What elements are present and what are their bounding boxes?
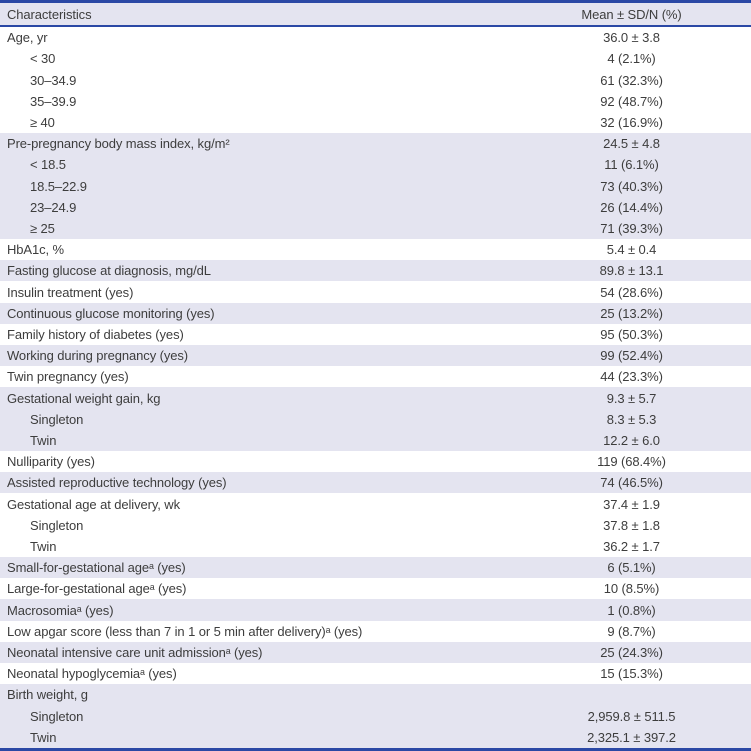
row-label: Gestational weight gain, kg	[7, 390, 161, 406]
row-value: 36.0 ± 3.8	[603, 30, 660, 46]
row-value: 6 (5.1%)	[607, 560, 656, 576]
row-label: Family history of diabetes (yes)	[7, 326, 184, 342]
row-value: 4 (2.1%)	[607, 51, 656, 67]
row-label: Macrosomiaᵃ (yes)	[7, 602, 114, 618]
row-value: 61 (32.3%)	[600, 72, 663, 88]
row-label: Twin	[30, 538, 57, 554]
row-value: 10 (8.5%)	[603, 581, 660, 597]
row-label: ≥ 40	[30, 114, 55, 130]
row-value: 37.8 ± 1.8	[603, 517, 660, 533]
row-label: < 30	[30, 51, 56, 67]
table-row	[0, 578, 751, 599]
row-value: 12.2 ± 6.0	[603, 432, 660, 448]
table-row	[0, 133, 751, 154]
row-value: 44 (23.3%)	[600, 369, 663, 385]
row-value: 2,325.1 ± 397.2	[587, 729, 676, 745]
row-label: 18.5–22.9	[30, 178, 87, 194]
table-row	[0, 684, 751, 705]
row-value: 25 (24.3%)	[600, 644, 663, 660]
row-label: Gestational age at delivery, wk	[7, 496, 180, 512]
table-row	[0, 91, 751, 112]
table-row	[0, 451, 751, 472]
row-value: 36.2 ± 1.7	[603, 538, 660, 554]
row-label: Neonatal intensive care unit admissionᵃ (yes)	[7, 644, 263, 660]
row-label: Continuous glucose monitoring (yes)	[7, 305, 215, 321]
table-row	[0, 493, 751, 514]
row-value: 71 (39.3%)	[600, 220, 663, 236]
row-value: 73 (40.3%)	[600, 178, 663, 194]
row-label: Large-for-gestational ageᵃ (yes)	[7, 581, 187, 597]
table-row	[0, 366, 751, 387]
table-row	[0, 303, 751, 324]
row-value: 8.3 ± 5.3	[606, 411, 657, 427]
table-row	[0, 536, 751, 557]
row-label: 23–24.9	[30, 199, 77, 215]
row-label: Assisted reproductive technology (yes)	[7, 475, 227, 491]
table-row	[0, 430, 751, 451]
table-row	[0, 599, 751, 620]
row-value: 119 (68.4%)	[597, 454, 666, 470]
row-label: Pre-pregnancy body mass index, kg/m²	[7, 136, 230, 152]
row-value: 9 (8.7%)	[607, 623, 656, 639]
table-row	[0, 663, 751, 684]
row-label: Small-for-gestational ageᵃ (yes)	[7, 560, 186, 576]
row-label: HbA1c, %	[7, 242, 65, 258]
table-row	[0, 239, 751, 260]
table-row	[0, 27, 751, 48]
row-value: 25 (13.2%)	[600, 305, 663, 321]
table-row	[0, 409, 751, 430]
table-row	[0, 112, 751, 133]
row-value: 32 (16.9%)	[600, 114, 663, 130]
table-row	[0, 706, 751, 727]
table-row	[0, 727, 751, 748]
row-label: Low apgar score (less than 7 in 1 or 5 min after delivery)ᵃ (yes)	[7, 623, 363, 639]
table-row	[0, 557, 751, 578]
row-label: Neonatal hypoglycemiaᵃ (yes)	[7, 666, 177, 682]
row-label: Twin	[30, 729, 57, 745]
row-label: Twin pregnancy (yes)	[7, 369, 129, 385]
row-label: Age, yr	[7, 30, 48, 46]
row-label: 30–34.9	[30, 72, 77, 88]
table-row	[0, 515, 751, 536]
row-label: Singleton	[30, 708, 84, 724]
row-label: < 18.5	[30, 157, 66, 173]
column-header-characteristics: Characteristics	[7, 6, 92, 22]
row-label: Fasting glucose at diagnosis, mg/dL	[7, 263, 211, 279]
row-value: 54 (28.6%)	[600, 284, 663, 300]
table-row	[0, 218, 751, 239]
row-label: Working during pregnancy (yes)	[7, 348, 189, 364]
table-row	[0, 154, 751, 175]
table-row	[0, 69, 751, 90]
row-value: 24.5 ± 4.8	[603, 136, 660, 152]
table-row	[0, 197, 751, 218]
table-body	[0, 27, 751, 748]
table-row	[0, 621, 751, 642]
row-value: 26 (14.4%)	[600, 199, 663, 215]
row-value: 15 (15.3%)	[600, 666, 663, 682]
row-value: 95 (50.3%)	[600, 326, 663, 342]
row-label: Birth weight, g	[7, 687, 88, 703]
row-value: 5.4 ± 0.4	[606, 242, 657, 258]
row-value: 89.8 ± 13.1	[599, 263, 664, 279]
table-header-row	[0, 3, 751, 27]
row-label: Nulliparity (yes)	[7, 454, 95, 470]
table-row	[0, 175, 751, 196]
table-row	[0, 324, 751, 345]
table-row	[0, 260, 751, 281]
row-label: Twin	[30, 432, 57, 448]
row-value: 9.3 ± 5.7	[606, 390, 657, 406]
row-value: 1 (0.8%)	[607, 602, 656, 618]
table-row	[0, 472, 751, 493]
table-row	[0, 345, 751, 366]
row-value: 2,959.8 ± 511.5	[587, 708, 676, 724]
table-row	[0, 387, 751, 408]
row-label: Insulin treatment (yes)	[7, 284, 134, 300]
row-value: 92 (48.7%)	[600, 93, 663, 109]
table-row	[0, 642, 751, 663]
row-label: Singleton	[30, 517, 84, 533]
row-value: 99 (52.4%)	[600, 348, 663, 364]
table-row	[0, 281, 751, 302]
table-row	[0, 48, 751, 69]
row-label: ≥ 25	[30, 220, 55, 236]
row-value: 37.4 ± 1.9	[603, 496, 660, 512]
column-header-mean-sd: Mean ± SD/N (%)	[581, 6, 682, 22]
row-value: 74 (46.5%)	[600, 475, 663, 491]
row-label: Singleton	[30, 411, 84, 427]
row-value: 11 (6.1%)	[604, 157, 659, 173]
row-label: 35–39.9	[30, 93, 77, 109]
